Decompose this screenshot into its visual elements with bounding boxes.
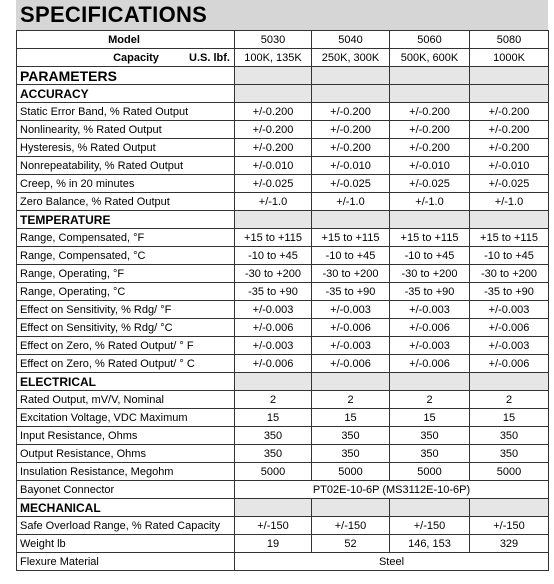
- capacity-unit: U.S. lbf.: [189, 51, 230, 64]
- capacity-row: [17, 49, 549, 67]
- spec-parameter-name: Static Error Band, % Rated Output: [17, 103, 235, 121]
- spec-row: [17, 265, 549, 283]
- spec-value: -35 to +90: [235, 283, 312, 301]
- spec-value: +/-0.010: [470, 157, 549, 175]
- spec-value: +/-150: [312, 517, 390, 535]
- spec-row: [17, 139, 549, 157]
- spec-parameter-name: Range, Compensated, °F: [17, 229, 235, 247]
- section-header-row: [17, 373, 549, 391]
- spec-row: [17, 103, 549, 121]
- spec-value: +/-0.003: [312, 301, 390, 319]
- spec-parameter-name: Rated Output, mV/V, Nominal: [17, 391, 235, 409]
- spec-row: [17, 247, 549, 265]
- spec-value: -35 to +90: [312, 283, 390, 301]
- spec-row: [17, 463, 549, 481]
- spec-parameter-name: Safe Overload Range, % Rated Capacity: [17, 517, 235, 535]
- spec-value: +15 to +115: [312, 229, 390, 247]
- spec-row: [17, 283, 549, 301]
- spec-value: 15: [390, 409, 470, 427]
- spec-parameter-name: Range, Operating, °F: [17, 265, 235, 283]
- spec-row: [17, 517, 549, 535]
- spec-value: 350: [470, 445, 549, 463]
- section-filler: [312, 373, 390, 391]
- spec-value: +/-0.200: [312, 121, 390, 139]
- spec-parameter-name: Hysteresis, % Rated Output: [17, 139, 235, 157]
- spec-parameter-name: Effect on Zero, % Rated Output/ ° C: [17, 355, 235, 373]
- spec-parameter-name: Zero Balance, % Rated Output: [17, 193, 235, 211]
- spec-value: +/-0.200: [312, 103, 390, 121]
- spec-parameter-name: Flexure Material: [17, 553, 235, 571]
- capacity-cell: 1000K: [470, 49, 549, 67]
- spec-value: 5000: [390, 463, 470, 481]
- spec-parameter-name: Effect on Sensitivity, % Rdg/ °C: [17, 319, 235, 337]
- section-filler: [235, 85, 312, 103]
- spec-parameter-name: Weight lb: [17, 535, 235, 553]
- section-filler: [470, 211, 549, 229]
- spec-value: +/-0.006: [235, 355, 312, 373]
- spec-parameter-name: Creep, % in 20 minutes: [17, 175, 235, 193]
- spec-value: +/-1.0: [312, 193, 390, 211]
- spec-parameter-name: Range, Compensated, °C: [17, 247, 235, 265]
- spec-value: 350: [312, 445, 390, 463]
- spec-value: +/-0.003: [390, 337, 470, 355]
- spec-value: 52: [312, 535, 390, 553]
- section-filler: [235, 211, 312, 229]
- spec-value: +/-0.200: [470, 121, 549, 139]
- model-cell: 5060: [390, 31, 470, 49]
- section-filler: [235, 373, 312, 391]
- spec-value: 5000: [235, 463, 312, 481]
- spec-parameter-name: Nonrepeatability, % Rated Output: [17, 157, 235, 175]
- spec-parameter-name: Effect on Sensitivity, % Rdg/ °F: [17, 301, 235, 319]
- capacity-cell: 100K, 135K: [235, 49, 312, 67]
- spec-value: 15: [235, 409, 312, 427]
- spec-value: 15: [312, 409, 390, 427]
- spec-value: +/-0.003: [390, 301, 470, 319]
- model-cell: 5080: [470, 31, 549, 49]
- spec-row: [17, 229, 549, 247]
- spec-value: +/-0.200: [470, 139, 549, 157]
- section-label: ACCURACY: [17, 85, 235, 103]
- spec-spanning-value: PT02E-10-6P (MS3112E-10-6P): [235, 481, 549, 499]
- page-title: SPECIFICATIONS: [16, 0, 548, 30]
- spec-parameter-name: Nonlinearity, % Rated Output: [17, 121, 235, 139]
- section-filler: [470, 373, 549, 391]
- spec-value: +/-0.006: [470, 355, 549, 373]
- spec-value: 2: [235, 391, 312, 409]
- capacity-cell: 500K, 600K: [390, 49, 470, 67]
- spec-value: +/-0.006: [390, 319, 470, 337]
- section-header-row: [17, 85, 549, 103]
- capacity-cell: 250K, 300K: [312, 49, 390, 67]
- spec-row: [17, 121, 549, 139]
- section-label: MECHANICAL: [17, 499, 235, 517]
- spec-value: 2: [312, 391, 390, 409]
- spec-row: [17, 535, 549, 553]
- spec-value: +/-0.200: [470, 103, 549, 121]
- model-cell: 5030: [235, 31, 312, 49]
- spec-row: [17, 445, 549, 463]
- section-filler: [312, 499, 390, 517]
- section-filler: [235, 499, 312, 517]
- spec-value: +/-0.003: [235, 301, 312, 319]
- spec-value: +/-0.200: [235, 121, 312, 139]
- spec-value: +15 to +115: [470, 229, 549, 247]
- section-filler: [390, 373, 470, 391]
- spec-value: +/-150: [235, 517, 312, 535]
- section-filler: [312, 211, 390, 229]
- spec-value: 146, 153: [390, 535, 470, 553]
- spec-value: +/-0.010: [390, 157, 470, 175]
- section-filler: [312, 85, 390, 103]
- spec-parameter-name: Excitation Voltage, VDC Maximum: [17, 409, 235, 427]
- spec-value: +/-1.0: [470, 193, 549, 211]
- spec-value: 350: [312, 427, 390, 445]
- spec-value: +/-0.025: [390, 175, 470, 193]
- spec-value: +/-0.025: [312, 175, 390, 193]
- spec-value: 15: [470, 409, 549, 427]
- spec-row: [17, 193, 549, 211]
- spec-value: +/-0.200: [390, 103, 470, 121]
- flexure-row: [17, 553, 549, 571]
- spec-value: +/-0.200: [235, 139, 312, 157]
- spec-row: [17, 409, 549, 427]
- spec-row: [17, 391, 549, 409]
- spec-value: +/-0.200: [390, 121, 470, 139]
- spec-value: +/-1.0: [390, 193, 470, 211]
- section-header-row: [17, 211, 549, 229]
- spec-row: [17, 427, 549, 445]
- spec-value: +/-0.006: [470, 319, 549, 337]
- section-label: TEMPERATURE: [17, 211, 235, 229]
- spec-value: +/-0.003: [312, 337, 390, 355]
- spec-parameter-name: Output Resistance, Ohms: [17, 445, 235, 463]
- spec-spanning-value: Steel: [235, 553, 549, 571]
- spec-row: [17, 157, 549, 175]
- spec-row: [17, 355, 549, 373]
- spec-value: -30 to +200: [470, 265, 549, 283]
- section-filler: [390, 85, 470, 103]
- spec-value: -35 to +90: [390, 283, 470, 301]
- specifications-table: [16, 30, 549, 571]
- spec-parameter-name: Range, Operating, °C: [17, 283, 235, 301]
- spec-value: +/-0.010: [312, 157, 390, 175]
- spec-value: +/-0.200: [390, 139, 470, 157]
- spec-value: +/-0.003: [235, 337, 312, 355]
- spec-value: -10 to +45: [390, 247, 470, 265]
- model-row: [17, 31, 549, 49]
- spec-value: +15 to +115: [235, 229, 312, 247]
- spec-parameter-name: Bayonet Connector: [17, 481, 235, 499]
- spec-value: -30 to +200: [235, 265, 312, 283]
- spec-value: +/-0.006: [312, 319, 390, 337]
- spec-row: [17, 337, 549, 355]
- spec-value: 5000: [312, 463, 390, 481]
- spec-value: +/-0.010: [235, 157, 312, 175]
- spec-row: [17, 301, 549, 319]
- spec-parameter-name: Input Resistance, Ohms: [17, 427, 235, 445]
- section-filler: [470, 499, 549, 517]
- spec-value: -35 to +90: [470, 283, 549, 301]
- spec-value: 2: [470, 391, 549, 409]
- spec-value: 350: [470, 427, 549, 445]
- spec-value: -30 to +200: [312, 265, 390, 283]
- spec-value: +/-150: [390, 517, 470, 535]
- spec-value: 19: [235, 535, 312, 553]
- spec-value: +/-0.025: [470, 175, 549, 193]
- spec-row: [17, 319, 549, 337]
- spec-parameter-name: Effect on Zero, % Rated Output/ ° F: [17, 337, 235, 355]
- spec-value: +/-150: [470, 517, 549, 535]
- spec-value: +15 to +115: [390, 229, 470, 247]
- spec-value: +/-0.003: [470, 301, 549, 319]
- spec-value: 2: [390, 391, 470, 409]
- spec-value: 350: [235, 427, 312, 445]
- spec-parameter-name: Insulation Resistance, Megohm: [17, 463, 235, 481]
- connector-row: [17, 481, 549, 499]
- model-label: Model: [17, 31, 235, 49]
- spec-value: +/-0.200: [235, 103, 312, 121]
- spec-value: -10 to +45: [470, 247, 549, 265]
- parameters-header-row: [17, 67, 549, 85]
- section-label: ELECTRICAL: [17, 373, 235, 391]
- section-filler: [470, 85, 549, 103]
- spec-value: 350: [390, 445, 470, 463]
- spec-value: +/-0.025: [235, 175, 312, 193]
- capacity-label: Capacity: [113, 51, 159, 64]
- spec-value: +/-0.006: [390, 355, 470, 373]
- spec-value: +/-0.006: [312, 355, 390, 373]
- section-header-row: [17, 499, 549, 517]
- spec-value: -10 to +45: [235, 247, 312, 265]
- spec-value: 350: [235, 445, 312, 463]
- spec-value: +/-1.0: [235, 193, 312, 211]
- spec-value: +/-0.003: [470, 337, 549, 355]
- spec-value: +/-0.006: [235, 319, 312, 337]
- spec-row: [17, 175, 549, 193]
- capacity-label-cell: [17, 49, 235, 67]
- spec-value: -30 to +200: [390, 265, 470, 283]
- spec-value: 350: [390, 427, 470, 445]
- model-cell: 5040: [312, 31, 390, 49]
- spec-value: +/-0.200: [312, 139, 390, 157]
- section-filler: [390, 211, 470, 229]
- spec-value: 329: [470, 535, 549, 553]
- spec-value: -10 to +45: [312, 247, 390, 265]
- spec-value: 5000: [470, 463, 549, 481]
- section-filler: [390, 499, 470, 517]
- parameters-label: PARAMETERS: [17, 67, 235, 85]
